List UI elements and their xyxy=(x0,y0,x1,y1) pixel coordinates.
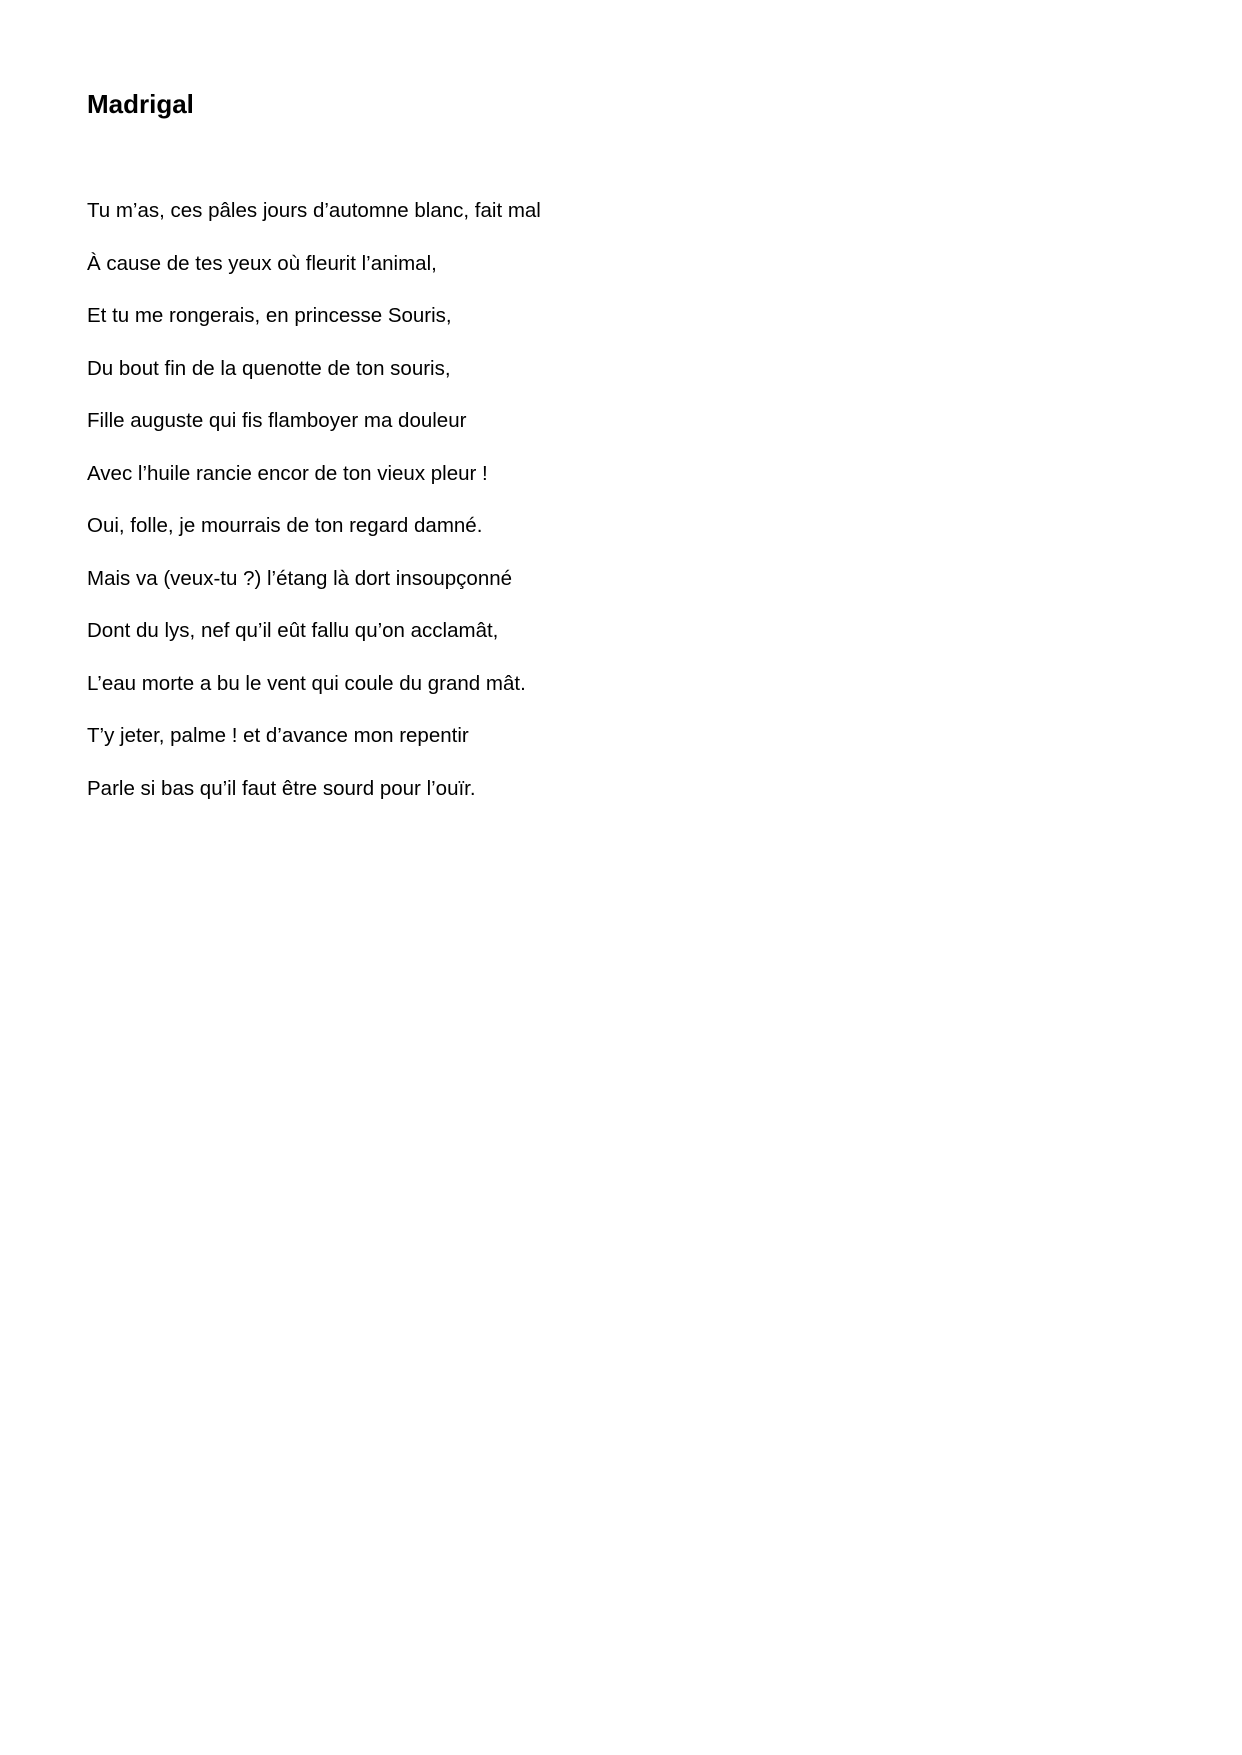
poem-line: L’eau morte a bu le vent qui coule du grand mât. xyxy=(87,671,526,695)
poem-line: Mais va (veux-tu ?) l’étang là dort insoupçonné xyxy=(87,566,513,590)
poem-line: Tu m’as, ces pâles jours d’automne blanc, fait mal xyxy=(87,199,541,222)
poem-line: Avec l’huile rancie encor de ton vieux pleur ! xyxy=(87,461,488,485)
poem-line: À cause de tes yeux où fleurit l’animal, xyxy=(87,251,437,275)
poem-line: Oui, folle, je mourrais de ton regard damné. xyxy=(87,514,483,537)
poem-body xyxy=(87,197,541,827)
poem-line: Du bout fin de la quenotte de ton souris, xyxy=(87,356,451,380)
poem-line: Parle si bas qu’il faut être sourd pour l’ouïr. xyxy=(87,776,476,800)
poem-title: Madrigal xyxy=(87,89,194,119)
poem-line: Et tu me rongerais, en princesse Souris, xyxy=(87,304,452,327)
poem-line: T’y jeter, palme ! et d’avance mon repentir xyxy=(87,724,469,747)
poem-line: Dont du lys, nef qu’il eût fallu qu’on acclamât, xyxy=(87,619,499,642)
poem-line: Fille auguste qui fis flamboyer ma douleur xyxy=(87,409,467,432)
